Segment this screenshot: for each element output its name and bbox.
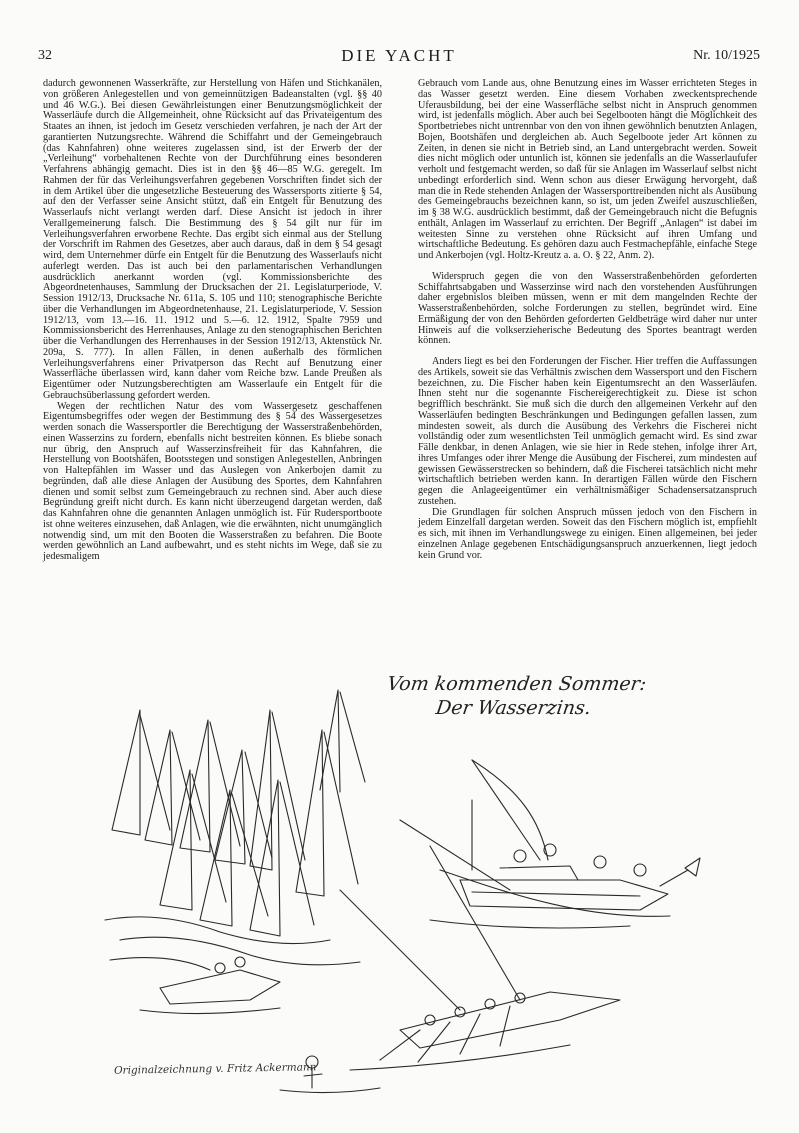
small-motorboat <box>140 957 280 1014</box>
paragraph: Anders liegt es bei den Forderungen der Fischer. Hier treffen die Auffassungen des Artikels, soweit sie das Verhältnis zwischen dem Wassersport und den Fischern bezeichnen, zu. Die Fischer haben kein Eigentumsrecht an den Wasserläufen. Ihnen steht nur die sogenannte Fischereigerechtigkeit zu. Diese ist schon begrifflich beschränkt. Sie muß sich die durch den allgemeinen Verkehr auf den Wasserläufen bedingten Beschränkungen und Bedingungen gefallen lassen, zum mindesten soweit, als durch die Ausübung des Verkehrs die Fischerei nicht vollständig oder zum wesentlichsten Teil unmöglich gemacht wird. Es sind zwar Fälle denkbar, in denen Anlagen, wie sie hier in Rede stehen, infolge ihrer Art, ihres Umfanges oder ihrer Menge die Ausübung der Fischerei, zum mindesten auf gewissen Gewässerstrecken so behindern, daß die Fischerei tatsächlich nicht mehr wirtschaftlich betrieben werden kann. In derartigen Fällen würde den Fischern gegen die Anlageeigentümer ein verhältnismäßiger Schadensersatzanspruch zustehen. <box>418 356 757 507</box>
paragraph: dadurch gewonnenen Wasserkräfte, zur Herstellung von Häfen und Stichkanälen, von größeren Anlegestellen und von gemeinnützigen Badeanstalten (vgl. §§ 40 und 46 W.G.). Bei diesen Gewährleistungen einer Benutzungsmöglichkeit der Wasserläufe durch die Allgemeinheit, ohne Rücksicht auf das Privateigentum des Staates an ihnen, ist jedoch im Gesetz verschieden verfahren, je nach der Art der garantierten Nutzungsrechte. Während die Schiffahrt und der Gemeingebrauch (das Kahnfahren) ohne weiteres zugelassen sind, ist der Erwerb der der „Verleihung“ vorbehaltenen Rechte von der Durchführung eines besonderen Verfahrens abhängig gemacht. Dies ist in den §§ 46—85 W.G. geregelt. Im Rahmen der für das Verleihungsverfahren gegebenen Vorschriften findet sich der in dem Artikel über die ungesetzliche Besteuerung des Wassersports zitierte § 54, auf den der Verfasser seine Ansicht stützt, daß ein Entgelt für Benutzung des Wasserlaufs nicht verlangt werden darf. Diese Ansicht ist jedoch in ihrer Verallgemeinerung falsch. Die Bestimmung des § 54 gilt nur für im Verleihungsverfahren erworbene Rechte. Das ergibt sich einmal aus der Stellung der Vorschrift im Rahmen des Gesetzes, aber auch daraus, daß in dem § 54 gesagt wird, dem Unternehmer dürfe ein Entgelt für die Benutzung des Wasserlaufs nicht auferlegt werden. Das ist auch bei den parlamentarischen Verhandlungen ausdrücklich anerkannt worden (vgl. Kommissionsberichte des Abgeordnetenhauses, Sammlung der Drucksachen der 21. Legislaturperiode, V. Session 1912/13, Drucksache Nr. 611a, S. 105 und 110; stenographische Berichte über die Verhandlungen im Abgeordnetenhause, 21. Legislaturperiode, V. Session 1912/13, vom 13.—16. 11. 1912 und 5.—6. 12. 1912, Spalte 7959 und Kommissionsbericht des Herrenhauses, Anlage zu den stenographischen Berichten über die Verhandlungen des Herrenhauses in der Session 1912/13, Aktenstück Nr. 209a, S. 777). In allen Fällen, in denen außerhalb des förmlichen Verleihungsverfahrens einer Privatperson das Recht auf Benutzung einer Wasserfläche überlassen wird, kann daher vom Reiche bzw. Lande Preußen als Eigentümer oder Nutzungsberechtigten am Wasserlaufe ein Entgelt für die Gebrauchsüberlassung gefordert werden. <box>43 78 382 401</box>
paragraph: Widerspruch gegen die von den Wasserstraßenbehörden geforderten Schiffahrtsabgaben und Wasserzinse wird nach den vorstehenden Ausführungen daher ergebnislos bleiben müssen, wenn er mit dem mangelnden Rechte der Wasserstraßenbehörden, solche Forderungen zu stellen, begründet wird. Eine Ermäßigung der von den Behörden geforderten Geldbeträge wird daher nur unter Hinweis auf die volkserzieherische Bedeutung des Sportes beantragt werden können. <box>418 270 757 347</box>
paragraph: Wegen der rechtlichen Natur des vom Wassergesetz geschaffenen Eigentumsbegriffes oder wegen der Bestimmung des § 54 des Wassergesetzes werden sonach die Wassersportler die Berechtigung der Wasserstraßenbehörden, einen Wasserzins zu fordern, ebenfalls nicht bestreiten können. Es bliebe sonach nur übrig, den Anspruch auf Wasserzinsfreiheit für das Kahnfahren, die Herstellung von Bootshäfen, Bootsstegen und sonstigen Anlegestellen, Anbringen von Haltepfählen im Wasser und das Auslegen von Ankerbojen damit zu begründen, daß alle diese Anlagen der Ausübung des Sportes, dem Kahnfahren dienen und somit selbst zum Gemeingebrauch zu rechnen sind. Aber auch diese Begründung greift nicht durch. Es kann nicht überzeugend dargetan werden, daß das Kahnfahren ohne die genannten Anlagen unmöglich ist. Für Rudersportboote ist ohne weiteres einzusehen, daß Anlagen, wie die erwähnten, nicht unumgänglich notwendig sind, um mit den Booten die Wasserstraßen zu befahren. Die Boote werden gewöhnlich an Land aufbewahrt, und es steht nichts im Wege, daß sie zu jedesmaligem <box>43 400 382 562</box>
journal-title: DIE YACHT <box>341 46 457 65</box>
caption-line: Der Wasserzins. <box>434 697 593 719</box>
page-header <box>38 40 760 64</box>
illustration-signature: Originalzeichnung v. Fritz Ackermann <box>113 1061 317 1077</box>
paragraph: Die Grundlagen für solchen Anspruch müssen jedoch von den Fischern in jedem Einzelfall dargetan werden. Soweit das den Fischern möglich ist, empfiehlt es sich, mit ihnen im Verhandlungswege zu einigen. Einen allgemeinen, bei jeder einzelnen Anlage gegebenen Entschädigungsanspruch anzuerkennen, liegt jedoch kein Grund vor. <box>418 506 757 561</box>
right-column <box>418 79 757 561</box>
paragraph: Gebrauch vom Lande aus, ohne Benutzung eines im Wasser errichteten Steges in das Wasser gesetzt werden. Eine diesem Vorhaben zweckentsprechende Uferausbildung, bei der eine Wasserfläche selbst nicht in Anspruch genommen wird, ist jedenfalls möglich. Aber auch bei Segelbooten hängt die Möglichkeit des Sportbetriebes nicht untrennbar von den von ihnen gewöhnlich benutzten Anlagen, Bojen, Bootshäfen und dergleichen ab. Auch Segelboote jeder Art können zu Zeiten, in denen sie nicht in Betrieb sind, an Land untergebracht werden. Soweit dies nicht möglich oder untunlich ist, können sie jedenfalls an die Wasserlaufufer verholt und festgemacht werden, so daß für sie Anlagen im Wasserlauf selbst nicht unbedingt erforderlich sind. Wenn schon aus dieser Erwägung hervorgeht, daß man die in Rede stehenden Anlagen der Wassersporttreibenden nicht als Ausübung des Gemeingebrauchs bezeichnen kann, so ist, um jeden Zweifel auszuschließen, im § 38 W.G. ausdrücklich bestimmt, daß der Gemeingebrauch nicht die Befugnis enthält, Anlagen im Wasserlauf zu errichten. Der Begriff „Anlagen“ ist dabei im weitesten Sinne zu verstehen ohne Rücksicht auf ihren Umfang und wirtschaftliche Bedeutung. Es gehören dazu auch Festmachepfähle, einfache Stege und Ankerbojen (vgl. Holtz-Kreutz a. a. O. § 22, Anm. 2). <box>418 78 757 261</box>
page-number: 32 <box>38 48 52 63</box>
motor-launch <box>400 760 700 928</box>
cartoon-illustration <box>100 670 740 1110</box>
sailboat-fleet <box>105 690 365 970</box>
caption-line: Vom kommenden Sommer: <box>385 673 648 695</box>
left-column <box>43 79 382 563</box>
issue-number: Nr. 10/1925 <box>693 48 760 63</box>
